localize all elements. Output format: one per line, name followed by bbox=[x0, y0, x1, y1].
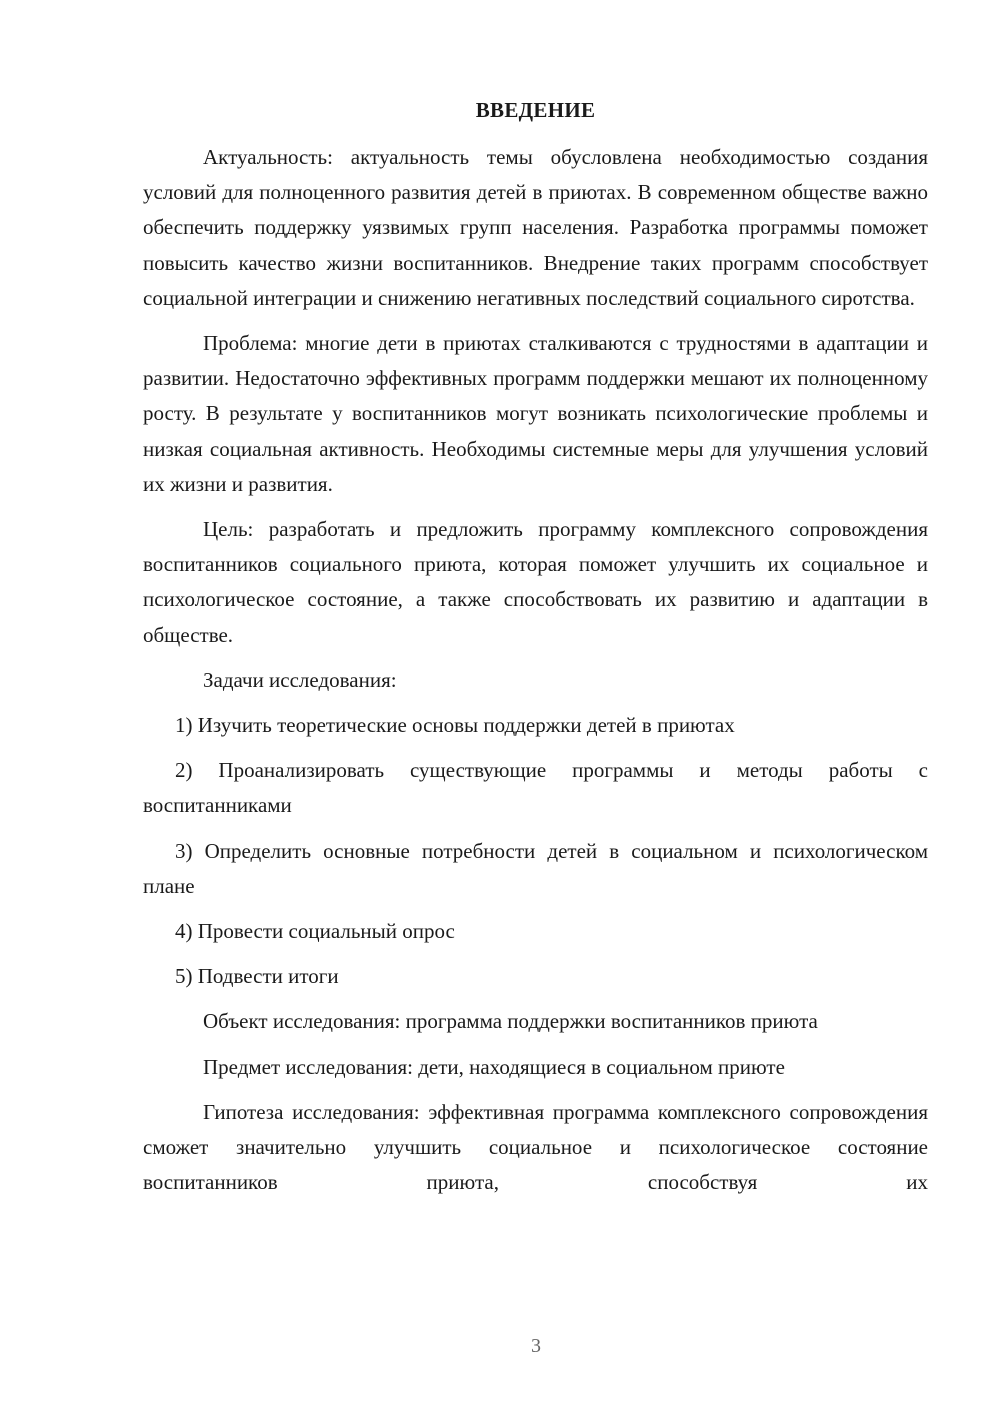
page-number: 3 bbox=[531, 1335, 541, 1357]
document-page bbox=[143, 94, 928, 1210]
paragraph-goal: Цель: разработать и предложить программу комплексного сопровождения воспитанников социального приюта, которая поможет улучшить их социальное и психологическое состояние, а также способствовать их развитию и адаптации в обществе. bbox=[143, 517, 928, 647]
paragraph-problem: Проблема: многие дети в приютах сталкиваются с трудностями в адаптации и развитии. Недостаточно эффективных программ поддержки мешают их полноценному росту. В результате у воспитанников могут возникать психологические проблемы и низкая социальная активность. Необходимы системные меры для улучшения условий их жизни и развития. bbox=[143, 331, 928, 496]
task-item-3: 3) Определить основные потребности детей в социальном и психологическом плане bbox=[143, 838, 928, 898]
paragraph-relevance: Актуальность: актуальность темы обусловлена необходимостью создания условий для полноценного развития детей в приютах. В современном обществе важно обеспечить поддержку уязвимых групп населения. Разработка программы поможет повысить качество жизни воспитанников. Внедрение таких программ способствует социальной интеграции и снижению негативных последствий социального сиротства. bbox=[143, 145, 928, 310]
task-item-1: 1) Изучить теоретические основы поддержки детей в приютах bbox=[175, 713, 735, 738]
task-item-5: 5) Подвести итоги bbox=[175, 964, 339, 989]
task-item-2: 2) Проанализировать существующие программы и методы работы с воспитанниками bbox=[143, 758, 928, 818]
task-item-4: 4) Провести социальный опрос bbox=[175, 919, 455, 944]
document-title: ВВЕДЕНИЕ bbox=[475, 98, 596, 122]
paragraph-hypothesis: Гипотеза исследования: эффективная программа комплексного сопровождения сможет значительно улучшить социальное и психологическое состояние воспитанников приюта, способствуя их bbox=[143, 1099, 928, 1195]
paragraph-subject: Предмет исследования: дети, находящиеся в социальном приюте bbox=[203, 1054, 785, 1079]
paragraph-tasks-heading: Задачи исследования: bbox=[203, 667, 397, 692]
paragraph-object: Объект исследования: программа поддержки воспитанников приюта bbox=[203, 1009, 818, 1034]
